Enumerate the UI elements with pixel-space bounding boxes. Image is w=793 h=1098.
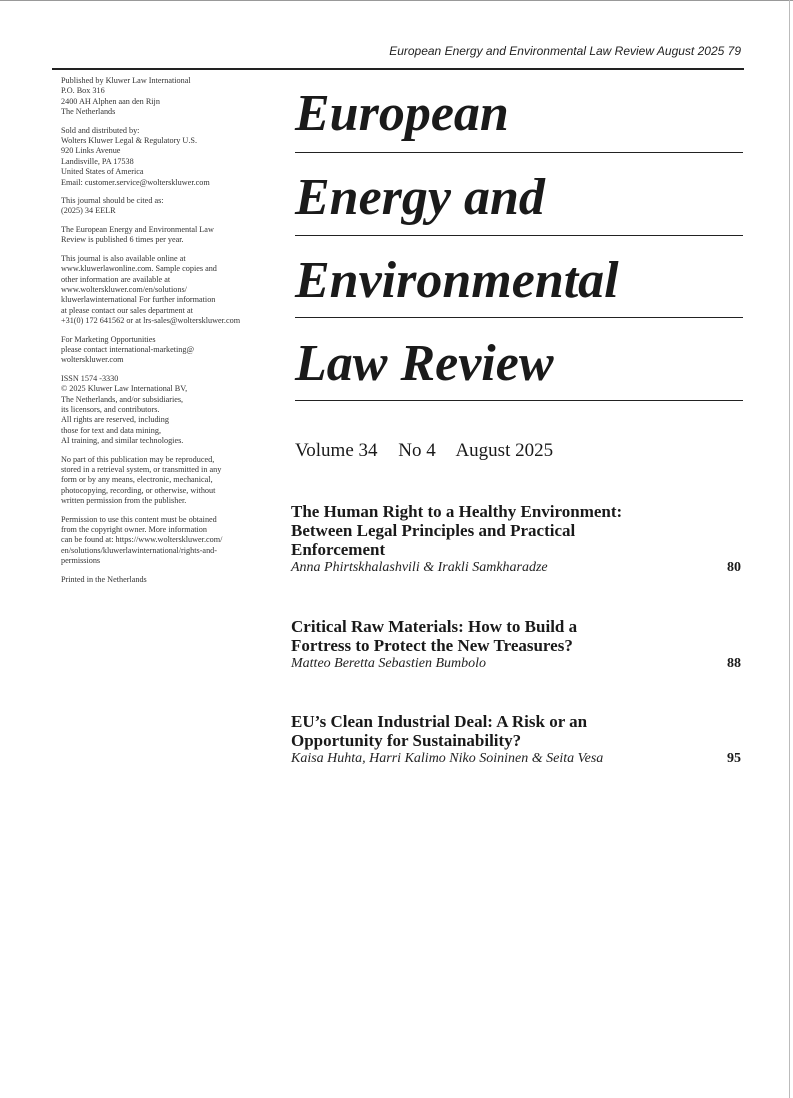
article-title-line: Between Legal Principles and Practical <box>291 521 576 540</box>
page-number: 79 <box>727 44 741 58</box>
title-rule <box>295 317 743 318</box>
article-title-line: Opportunity for Sustainability? <box>291 731 522 750</box>
info-line: www.wolterskluwer.com/en/solutions/ <box>61 284 187 294</box>
article-title <box>291 617 741 655</box>
issue-number: No 4 <box>398 440 436 461</box>
info-line: en/solutions/kluwerlawinternational/rights-and- <box>61 545 217 555</box>
info-line: This journal is also available online at <box>61 253 186 263</box>
distributor-block <box>61 126 276 188</box>
title-rule <box>295 152 743 153</box>
running-header <box>389 44 741 58</box>
title-rule <box>295 400 743 401</box>
info-line: permissions <box>61 556 101 566</box>
info-line: For Marketing Opportunities <box>61 334 156 344</box>
marketing-block <box>61 335 276 366</box>
toc-article <box>291 617 741 672</box>
info-line: those for text and data mining, <box>61 425 162 435</box>
info-line: stored in a retrieval system, or transmitted in any <box>61 465 222 474</box>
article-authors: Matteo Beretta Sebastien Bumbolo <box>291 656 487 671</box>
info-line: Landisville, PA 17538 <box>61 156 134 166</box>
info-line: from the copyright owner. More information <box>61 525 207 535</box>
article-title <box>291 502 741 559</box>
info-line: 2400 AH Alphen aan den Rijn <box>61 96 160 106</box>
citation-block <box>61 196 276 217</box>
journal-title-line-4: Law Review <box>295 335 554 392</box>
info-line: Email: customer.service@wolterskluwer.com <box>61 177 210 187</box>
issue-date: August 2025 <box>455 440 554 461</box>
info-line: other information are available at <box>61 274 171 284</box>
article-authors: Anna Phirtskhalashvili & Irakli Samkharadze <box>291 560 548 575</box>
article-title-line: EU’s Clean Industrial Deal: A Risk or an <box>291 712 588 731</box>
info-line: AI training, and similar technologies. <box>61 436 184 446</box>
running-title: European Energy and Environmental Law Review August 2025 <box>389 44 725 58</box>
online-availability-block <box>61 254 276 327</box>
info-line: All rights are reserved, including <box>61 415 169 425</box>
page-right-edge <box>789 0 790 1098</box>
info-line: Printed in the Netherlands <box>61 574 147 584</box>
article-title-line: Enforcement <box>291 540 386 559</box>
article-authors: Kaisa Huhta, Harri Kalimo Niko Soininen & Seita Vesa <box>291 751 604 766</box>
info-line: wolterskluwer.com <box>61 355 124 365</box>
info-line: (2025) 34 EELR <box>61 206 116 216</box>
info-line: 920 Links Avenue <box>61 146 121 156</box>
info-line: The Netherlands <box>61 107 116 117</box>
info-line: photocopying, recording, or otherwise, without <box>61 485 216 495</box>
article-title-line: The Human Right to a Healthy Environment: <box>291 502 623 521</box>
journal-title-line-1: European <box>295 85 509 142</box>
publisher-address-block <box>61 76 276 118</box>
info-line: its licensors, and contributors. <box>61 404 160 414</box>
info-line: Sold and distributed by: <box>61 125 140 135</box>
copyright-block <box>61 374 276 447</box>
info-line: © 2025 Kluwer Law International BV, <box>61 384 188 394</box>
info-line: Permission to use this content must be obtained <box>61 514 217 524</box>
permission-block <box>61 515 276 567</box>
info-line: ISSN 1574 -3330 <box>61 373 119 383</box>
page-top-edge <box>0 0 793 1</box>
journal-title-line-2: Energy and <box>295 169 545 226</box>
info-line: Published by Kluwer Law International <box>61 76 191 85</box>
header-rule <box>52 68 744 70</box>
info-line: form or by any means, electronic, mechanical, <box>61 475 213 485</box>
info-line: The Netherlands, and/or subsidiaries, <box>61 394 184 404</box>
issue-volume: Volume 34 <box>295 440 378 461</box>
info-line: please contact international-marketing@ <box>61 344 195 354</box>
info-line: This journal should be cited as: <box>61 196 164 206</box>
toc-article <box>291 712 741 767</box>
info-line: www.kluwerlawonline.com. Sample copies and <box>61 264 217 274</box>
info-line: The European Energy and Environmental Law <box>61 224 214 234</box>
article-title <box>291 712 741 750</box>
info-line: No part of this publication may be reproduced, <box>61 454 215 464</box>
info-line: Wolters Kluwer Legal & Regulatory U.S. <box>61 136 197 146</box>
info-line: Review is published 6 times per year. <box>61 235 184 245</box>
info-line: +31(0) 172 641562 or at lrs-sales@wolterskluwer.com <box>61 316 241 326</box>
issue-info <box>295 440 569 462</box>
journal-title-line-3: Environmental <box>295 252 619 309</box>
article-title-line: Critical Raw Materials: How to Build a <box>291 617 578 636</box>
article-page-number: 95 <box>727 751 741 766</box>
article-page-number: 80 <box>727 560 741 575</box>
info-line: P.O. Box 316 <box>61 86 105 96</box>
title-rule <box>295 235 743 236</box>
toc-article <box>291 502 741 576</box>
publisher-info <box>61 76 276 593</box>
info-line: at please contact our sales department at <box>61 305 193 315</box>
info-line: can be found at: https://www.wolterskluwer.com/ <box>61 535 223 545</box>
info-line: written permission from the publisher. <box>61 496 187 506</box>
article-page-number: 88 <box>727 656 741 671</box>
printed-in-block <box>61 575 276 585</box>
frequency-block <box>61 225 276 246</box>
info-line: kluwerlawinternational For further information <box>61 295 216 305</box>
article-title-line: Fortress to Protect the New Treasures? <box>291 636 573 655</box>
reproduction-notice-block <box>61 455 276 507</box>
info-line: United States of America <box>61 167 144 177</box>
